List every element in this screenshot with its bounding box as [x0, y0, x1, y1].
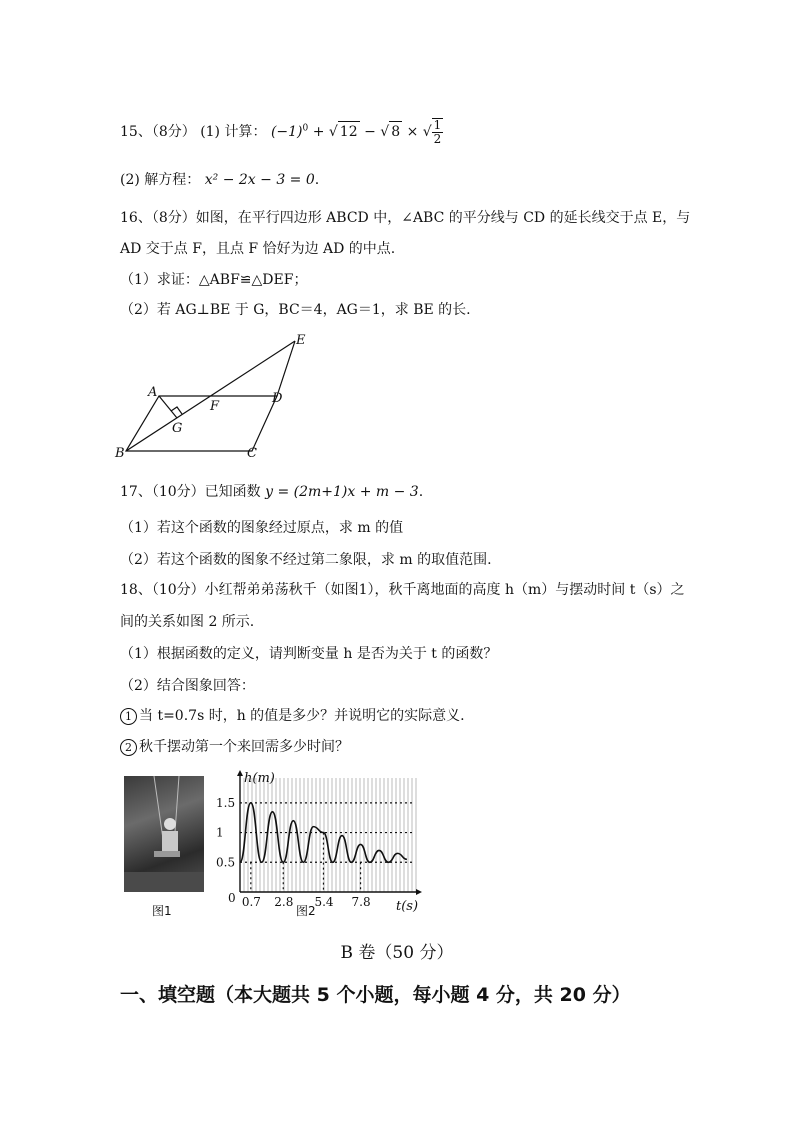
- fig1-caption: 图1: [152, 904, 172, 918]
- chart-stripes: [244, 778, 416, 892]
- q15-p2-text: 解方程：: [144, 172, 201, 188]
- label-f: F: [210, 399, 220, 414]
- y-tick-label: 1: [216, 825, 224, 840]
- label-e: E: [296, 333, 306, 348]
- q18-line2: 间的关系如图 2 所示.: [120, 614, 255, 630]
- q16-line2: AD 交于点 F，且点 F 恰好为边 AD 的中点.: [120, 241, 396, 257]
- q17-part1: （1）若这个函数的图象经过原点，求 m 的值: [120, 520, 404, 536]
- q18-sub2-text: 秋千摆动第一个来回需多少时间？: [139, 739, 349, 755]
- q15-p2-expr: x² − 2x − 3 = 0: [204, 172, 315, 188]
- q15-times: ×: [406, 124, 419, 140]
- swing-photo: [124, 776, 204, 892]
- y-axis-label: h(m): [244, 771, 275, 786]
- q15-fraction: [432, 118, 444, 146]
- x-axis-arrow: [416, 889, 422, 895]
- q18-sub2: [120, 737, 349, 757]
- q15-part2: [120, 170, 319, 190]
- fig2-caption: 图2: [296, 904, 316, 918]
- swing-photo-illustration: [124, 776, 204, 892]
- q18-part2: （2）结合图象回答：: [120, 678, 255, 694]
- x-tick-label: 5.4: [314, 895, 334, 909]
- y-tick-label: 1.5: [216, 795, 236, 810]
- q15-expr-plus: +: [312, 124, 325, 140]
- q17-line1: [120, 482, 423, 502]
- q15-sqrt12: 12: [338, 121, 360, 142]
- line-ag: [159, 396, 177, 418]
- y-tick-label: 0.5: [216, 855, 236, 870]
- q15-p1-text: 计算：: [224, 124, 267, 140]
- label-d: D: [272, 391, 283, 406]
- q15-frac-den: 2: [433, 132, 442, 146]
- x-tick-label: 7.8: [351, 895, 371, 909]
- q16-part2: （2）若 AG⊥BE 于 G，BC＝4，AG＝1，求 BE 的长.: [120, 302, 471, 318]
- parallelogram-figure: [110, 330, 330, 465]
- swing-height-chart: [212, 768, 427, 916]
- q18-sub1-mark: 1: [120, 708, 137, 725]
- q15-sqrt8: 8: [389, 121, 402, 142]
- q18-sub2-mark: 2: [120, 739, 137, 756]
- q17-expr: y = (2m+1)x + m − 3: [265, 484, 419, 500]
- x-tick-label: 2.8: [274, 895, 294, 909]
- y-axis-arrow: [237, 770, 243, 776]
- line-de: [277, 341, 295, 396]
- q15-p2-end: .: [314, 172, 320, 188]
- q15-header: 15、（8分）: [120, 124, 196, 140]
- section-b-title: B 卷（50 分）: [340, 943, 454, 963]
- label-g: G: [172, 421, 183, 436]
- q18-part1: （1）根据函数的定义，请判断变量 h 是否为关于 t 的函数？: [120, 646, 498, 662]
- q15-p2-label: (2): [120, 172, 140, 188]
- parallelogram-abcd: [126, 396, 277, 451]
- q17-part2: （2）若这个函数的图象不经过第二象限，求 m 的取值范围.: [120, 552, 492, 568]
- q15-expr-exp: 0: [302, 123, 309, 134]
- origin-label: 0: [228, 891, 236, 905]
- q17-header: 17、（10分）已知函数: [120, 484, 261, 500]
- q16-part1: （1）求证：△ABF≌△DEF；: [120, 272, 308, 288]
- x-tick-label: 0.7: [241, 895, 261, 909]
- label-a: A: [148, 385, 158, 400]
- q15-frac-num: 1: [433, 118, 442, 132]
- q15-p1-label: (1): [200, 124, 221, 140]
- q15-expr-a: (−1): [270, 124, 303, 140]
- x-axis-label: t(s): [396, 899, 419, 914]
- fill-in-heading: 一、填空题（本大题共 5 个小题，每小题 4 分，共 20 分）: [120, 984, 631, 1006]
- q16-line1: 16、（8分）如图，在平行四边形 ABCD 中，∠ABC 的平分线与 CD 的延长线交于点 E，与: [120, 210, 691, 226]
- q15-part1: 15、（8分） (1) 计算： $(-1)^0$ + √ 12 − √ 8 × √ $\frac{1}{2}$: [120, 118, 442, 146]
- q18-sub1: [120, 706, 465, 726]
- q18-line1: 18、（10分）小红帮弟弟荡秋千（如图1），秋千离地面的高度 h（m）与摆动时间 t（s）之: [120, 582, 685, 598]
- q18-sub1-text: 当 t=0.7s 时，h 的值是多少？并说明它的实际意义.: [139, 708, 465, 724]
- q17-end: .: [418, 484, 424, 500]
- label-b: B: [115, 446, 125, 461]
- q15-minus: −: [364, 124, 376, 140]
- label-c: C: [247, 446, 257, 461]
